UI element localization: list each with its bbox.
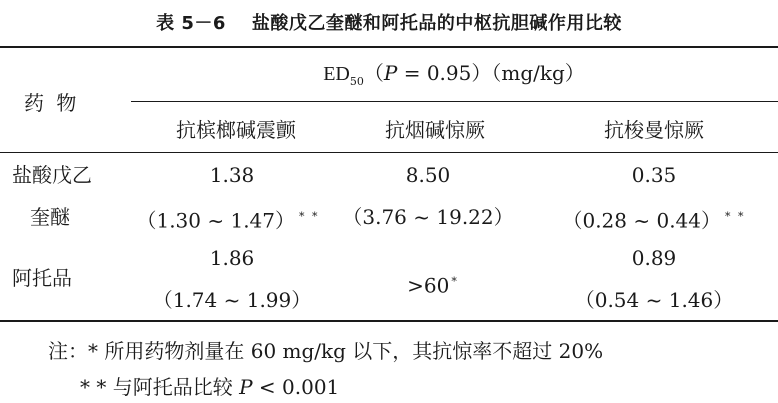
row-drug-atropine: 阿托品 xyxy=(12,266,72,290)
cell-value: 8.50 xyxy=(405,163,451,187)
table-number: 表 5－6 xyxy=(156,13,226,34)
top-rule xyxy=(0,46,778,48)
table-title-text: 盐酸戊乙奎醚和阿托品的中枢抗胆碱作用比较 xyxy=(251,13,622,34)
drug-column-header: 药 物 xyxy=(24,91,80,115)
cell-value: 1.86 xyxy=(209,246,255,270)
cell-range: （0.28 ~ 0.44） * * xyxy=(562,208,746,233)
header-rule xyxy=(0,152,778,153)
cell-range: （3.76 ~ 19.22） xyxy=(342,205,514,229)
row-drug-penehyclidine-line2: 奎醚 xyxy=(30,205,70,229)
bottom-rule xyxy=(0,320,778,322)
cell-range: （1.30 ~ 1.47） * * xyxy=(136,208,320,233)
table-note-1: 注：* 所用药物剂量在 60 mg/kg 以下，其抗惊率不超过 20% xyxy=(48,339,604,363)
column-header-soman-convulsion: 抗梭曼惊厥 xyxy=(604,118,704,142)
column-header-nicotine-convulsion: 抗烟碱惊厥 xyxy=(385,118,485,142)
row-drug-penehyclidine-line1: 盐酸戊乙 xyxy=(12,163,92,187)
cell-value: 0.35 xyxy=(631,163,677,187)
column-header-arecoline-tremor: 抗槟榔碱震颤 xyxy=(176,118,296,142)
table-title xyxy=(0,9,778,35)
cell-value: 0.89 xyxy=(631,246,677,270)
cell-range: （0.54 ~ 1.46） xyxy=(574,288,734,312)
cell-value: 1.38 xyxy=(209,163,255,187)
ed50-group-header: $ED_{50}(P = 0.95)(mg/kg)$ xyxy=(323,61,585,88)
subheader-rule xyxy=(131,101,778,102)
cell-value: >60 * xyxy=(407,273,457,298)
table-note-2: * * 与阿托品比较 P < 0.001 xyxy=(80,375,340,399)
cell-range: （1.74 ~ 1.99） xyxy=(152,288,312,312)
